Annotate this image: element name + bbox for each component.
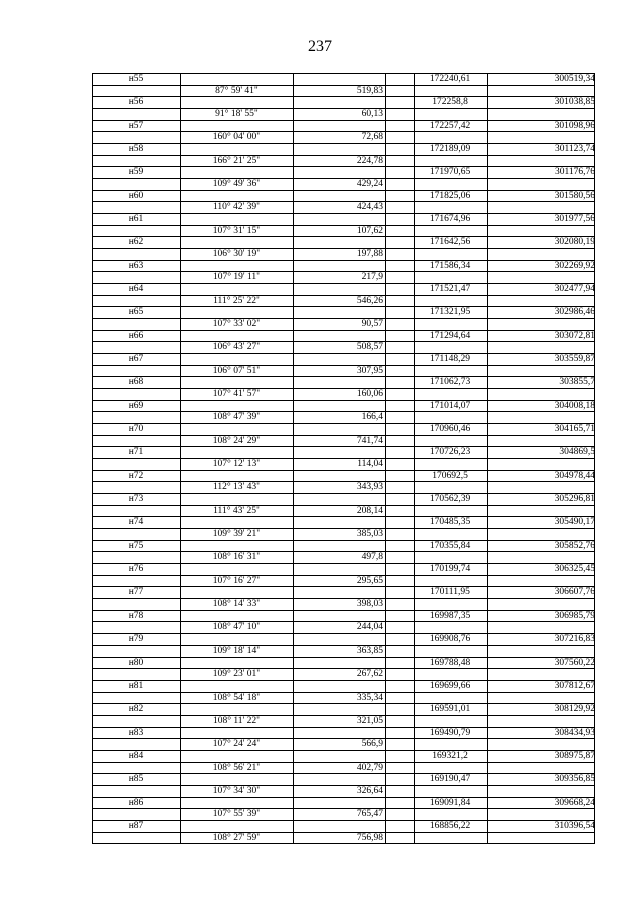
coordinates-table [92,73,595,843]
y-coordinate: 304978,44 [554,470,595,481]
row-divider [92,598,595,599]
segment-length: 424,43 [356,202,383,213]
point-name: н76 [128,564,144,575]
x-coordinate: 170485,35 [429,517,471,528]
point-name: н86 [128,797,144,808]
row-divider [92,131,595,132]
row-divider [92,727,595,728]
point-name: н83 [128,727,144,738]
segment-length: 741,74 [356,435,383,446]
y-coordinate: 307560,22 [554,657,595,668]
direction-angle: 108° 47' 10" [212,622,261,633]
x-coordinate: 169490,79 [429,727,471,738]
y-coordinate: 306607,76 [554,587,595,598]
direction-angle: 108° 47' 39" [212,412,261,423]
y-coordinate: 308129,92 [554,704,595,715]
direction-angle: 108° 27' 59" [212,832,261,843]
direction-angle: 108° 24' 29" [212,435,261,446]
row-divider [92,540,595,541]
point-name: н82 [128,704,144,715]
x-coordinate: 170960,46 [429,424,471,435]
point-name: н74 [128,517,144,528]
x-coordinate: 169699,66 [429,680,471,691]
row-divider [92,353,595,354]
row-divider [92,435,595,436]
row-divider [92,633,595,634]
page-number: 237 [308,38,332,55]
x-coordinate: 169788,48 [429,657,471,668]
row-divider [92,797,595,798]
point-name: н60 [128,190,144,201]
x-coordinate: 172258,8 [432,97,468,108]
row-divider [92,108,595,109]
row-divider [92,762,595,763]
point-name: н62 [128,237,144,248]
row-divider [92,586,595,587]
point-name: н67 [128,354,144,365]
row-divider [92,271,595,272]
segment-length: 244,04 [356,622,383,633]
row-divider [92,120,595,121]
y-coordinate: 302986,46 [554,307,595,318]
point-name: н57 [128,120,144,131]
x-coordinate: 171062,73 [429,377,471,388]
segment-length: 224,78 [356,155,383,166]
y-coordinate: 302477,94 [554,284,595,295]
row-divider [92,400,595,401]
row-divider [92,505,595,506]
point-name: н71 [128,447,144,458]
y-coordinate: 301580,56 [554,190,595,201]
y-coordinate: 305852,76 [554,540,595,551]
point-name: н78 [128,610,144,621]
direction-angle: 108° 54' 18" [212,692,261,703]
x-coordinate: 171586,34 [429,260,471,271]
direction-angle: 166° 21' 25" [212,155,261,166]
segment-length: 497,8 [361,552,383,563]
segment-length: 321,05 [356,715,383,726]
point-name: н85 [128,774,144,785]
row-divider [92,832,595,833]
segment-length: 107,62 [356,225,383,236]
x-coordinate: 171294,64 [429,330,471,341]
segment-length: 335,34 [356,692,383,703]
direction-angle: 108° 11' 22" [212,715,261,726]
y-coordinate: 301123,74 [554,144,595,155]
segment-length: 402,79 [356,762,383,773]
row-divider [92,563,595,564]
x-coordinate: 171148,29 [429,354,471,365]
y-coordinate: 304165,71 [554,424,595,435]
segment-length: 90,57 [361,319,383,330]
y-coordinate: 306325,45 [554,564,595,575]
direction-angle: 111° 25' 22" [213,295,260,306]
point-name: н66 [128,330,144,341]
row-divider [92,738,595,739]
y-coordinate: 304869,5 [559,447,595,458]
y-coordinate: 305296,81 [554,494,595,505]
direction-angle: 108° 56' 21" [212,762,261,773]
segment-length: 765,47 [356,809,383,820]
row-divider [92,481,595,482]
row-divider [92,551,595,552]
row-divider [92,201,595,202]
y-coordinate: 301098,96 [554,120,595,131]
row-divider [92,166,595,167]
y-coordinate: 305490,17 [554,517,595,528]
table-border-top [92,73,595,74]
direction-angle: 107° 34' 30" [212,785,261,796]
point-name: н69 [128,400,144,411]
point-name: н84 [128,750,144,761]
direction-angle: 108° 14' 33" [212,599,261,610]
direction-angle: 87° 59' 41" [215,85,258,96]
segment-length: 307,95 [356,365,383,376]
point-name: н64 [128,284,144,295]
direction-angle: 109° 23' 01" [212,669,261,680]
segment-length: 326,64 [356,785,383,796]
x-coordinate: 170726,23 [429,447,471,458]
y-coordinate: 308434,93 [554,727,595,738]
segment-length: 217,9 [361,272,383,283]
segment-length: 197,88 [356,249,383,260]
row-divider [92,295,595,296]
point-name: н80 [128,657,144,668]
point-name: н70 [128,424,144,435]
direction-angle: 107° 24' 24" [212,739,261,750]
row-divider [92,516,595,517]
y-coordinate: 310396,54 [554,820,595,831]
direction-angle: 111° 43' 25" [213,505,260,516]
point-name: н87 [128,820,144,831]
direction-angle: 109° 18' 14" [212,645,261,656]
row-divider [92,330,595,331]
segment-length: 363,85 [356,645,383,656]
segment-length: 295,65 [356,575,383,586]
segment-length: 166,4 [361,412,383,423]
row-divider [92,610,595,611]
y-coordinate: 303559,87 [554,354,595,365]
segment-length: 385,03 [356,529,383,540]
x-coordinate: 171321,95 [429,307,471,318]
row-divider [92,575,595,576]
point-name: н61 [128,214,144,225]
point-name: н56 [128,97,144,108]
point-name: н77 [128,587,144,598]
x-coordinate: 170355,84 [429,540,471,551]
row-divider [92,692,595,693]
point-name: н59 [128,167,144,178]
row-divider [92,680,595,681]
row-divider [92,493,595,494]
point-name: н63 [128,260,144,271]
row-divider [92,236,595,237]
row-divider [92,190,595,191]
direction-angle: 109° 39' 21" [212,529,261,540]
direction-angle: 107° 16' 27" [212,575,261,586]
x-coordinate: 170562,39 [429,494,471,505]
row-divider [92,423,595,424]
direction-angle: 106° 07' 51" [212,365,261,376]
row-divider [92,820,595,821]
point-name: н72 [128,470,144,481]
point-name: н73 [128,494,144,505]
row-divider [92,376,595,377]
segment-length: 756,98 [356,832,383,843]
row-divider [92,178,595,179]
row-divider [92,341,595,342]
x-coordinate: 169190,47 [429,774,471,785]
point-name: н79 [128,634,144,645]
point-name: н55 [128,74,144,84]
row-divider [92,703,595,704]
segment-length: 114,04 [357,459,383,470]
direction-angle: 108° 16' 31" [212,552,261,563]
row-divider [92,668,595,669]
segment-length: 429,24 [356,179,383,190]
y-coordinate: 302080,19 [554,237,595,248]
row-divider [92,621,595,622]
x-coordinate: 169321,2 [432,750,468,761]
direction-angle: 110° 42' 39" [212,202,261,213]
direction-angle: 109° 49' 36" [212,179,261,190]
row-divider [92,411,595,412]
row-divider [92,657,595,658]
direction-angle: 107° 41' 57" [212,389,261,400]
segment-length: 208,14 [356,505,383,516]
direction-angle: 107° 33' 02" [212,319,261,330]
y-coordinate: 307812,67 [554,680,595,691]
point-name: н68 [128,377,144,388]
x-coordinate: 169908,76 [429,634,471,645]
y-coordinate: 307216,83 [554,634,595,645]
x-coordinate: 172240,61 [429,74,471,84]
x-coordinate: 171642,56 [429,237,471,248]
row-divider [92,85,595,86]
point-name: н65 [128,307,144,318]
x-coordinate: 171970,65 [429,167,471,178]
y-coordinate: 309668,24 [554,797,595,808]
x-coordinate: 171674,96 [429,214,471,225]
direction-angle: 107° 31' 15" [212,225,261,236]
direction-angle: 107° 12' 13" [212,459,261,470]
y-coordinate: 308975,87 [554,750,595,761]
y-coordinate: 301038,85 [554,97,595,108]
row-divider [92,458,595,459]
row-divider [92,470,595,471]
y-coordinate: 301176,76 [554,167,595,178]
x-coordinate: 171825,06 [429,190,471,201]
direction-angle: 106° 43' 27" [212,342,261,353]
x-coordinate: 172257,42 [429,120,471,131]
segment-length: 72,68 [361,132,383,143]
x-coordinate: 172189,09 [429,144,471,155]
x-coordinate: 169987,35 [429,610,471,621]
row-divider [92,446,595,447]
y-coordinate: 301977,56 [554,214,595,225]
point-name: н75 [128,540,144,551]
direction-angle: 160° 04' 00" [212,132,261,143]
segment-length: 343,93 [356,482,383,493]
y-coordinate: 309356,85 [554,774,595,785]
direction-angle: 112° 13' 43" [212,482,261,493]
row-divider [92,388,595,389]
point-name: н58 [128,144,144,155]
row-divider [92,143,595,144]
segment-length: 60,13 [361,109,383,119]
row-divider [92,365,595,366]
y-coordinate: 303855,7 [559,377,595,388]
segment-length: 519,83 [356,85,383,96]
row-divider [92,248,595,249]
point-name: н81 [128,680,144,691]
segment-length: 267,62 [356,669,383,680]
direction-angle: 91° 18' 55" [215,109,258,119]
row-divider [92,283,595,284]
y-coordinate: 302269,92 [554,260,595,271]
row-divider [92,645,595,646]
row-divider [92,260,595,261]
row-divider [92,843,595,844]
y-coordinate: 306985,79 [554,610,595,621]
segment-length: 566,9 [361,739,383,750]
segment-length: 546,26 [356,295,383,306]
row-divider [92,773,595,774]
y-coordinate: 304008,18 [554,400,595,411]
row-divider [92,715,595,716]
row-divider [92,225,595,226]
segment-length: 398,03 [356,599,383,610]
direction-angle: 106° 30' 19" [212,249,261,260]
y-coordinate: 303072,81 [554,330,595,341]
x-coordinate: 169591,01 [429,704,471,715]
x-coordinate: 168856,22 [429,820,471,831]
y-coordinate: 300519,34 [554,74,595,84]
x-coordinate: 170692,5 [432,470,468,481]
segment-length: 160,06 [356,389,383,400]
x-coordinate: 171014,07 [429,400,471,411]
x-coordinate: 169091,84 [429,797,471,808]
row-divider [92,785,595,786]
row-divider [92,96,595,97]
x-coordinate: 170111,95 [430,587,470,598]
x-coordinate: 171521,47 [429,284,471,295]
row-divider [92,318,595,319]
row-divider [92,528,595,529]
segment-length: 508,57 [356,342,383,353]
row-divider [92,808,595,809]
direction-angle: 107° 55' 39" [212,809,261,820]
row-divider [92,213,595,214]
row-divider [92,155,595,156]
x-coordinate: 170199,74 [429,564,471,575]
row-divider [92,750,595,751]
row-divider [92,306,595,307]
direction-angle: 107° 19' 11" [212,272,261,283]
